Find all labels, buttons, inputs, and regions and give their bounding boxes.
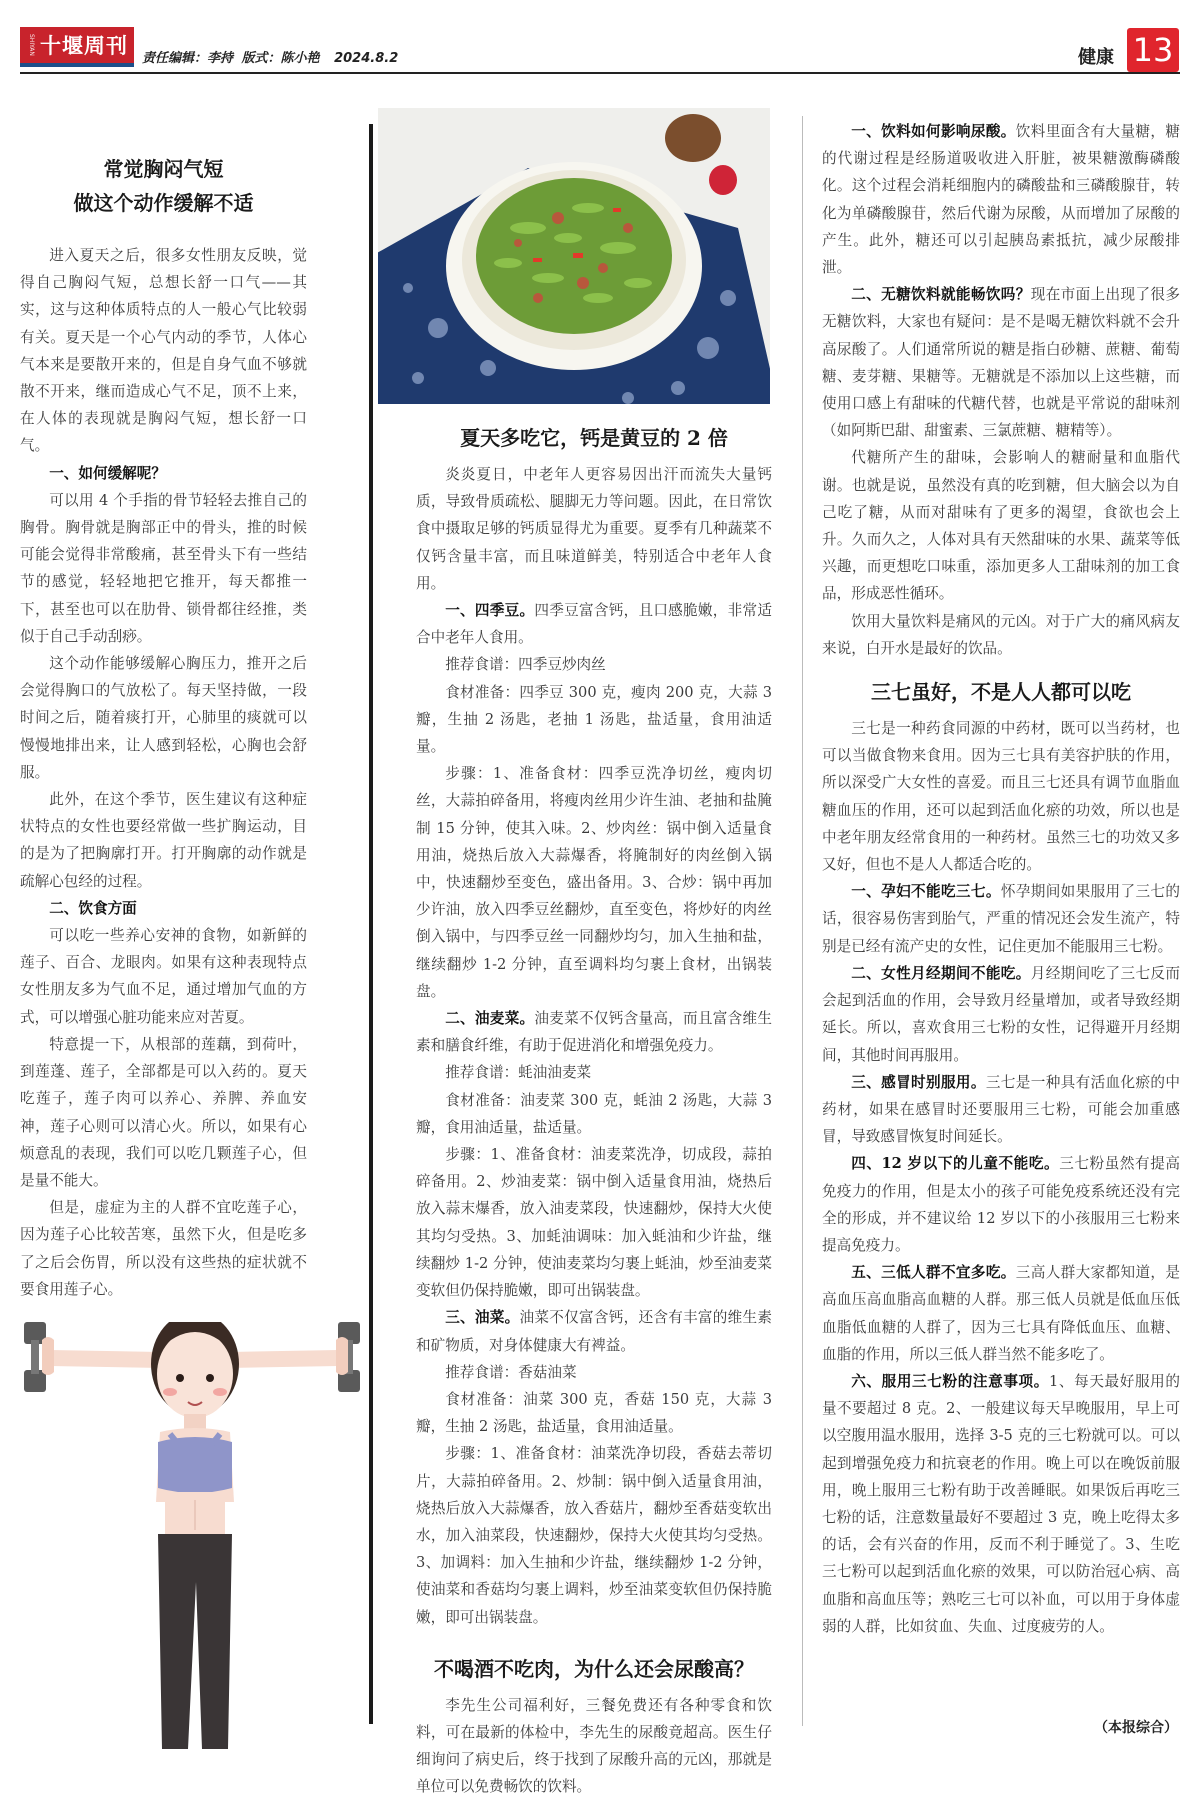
editor-credits <box>142 47 402 66</box>
paragraph: 五、三低人群不宜多吃。三高人群大家都知道，是高血压高血脂高血糖的人群。那三低人员就是低血压低血脂低血糖的人群了，因为三七具有降低血压、血糖、血脂的作用，所以三低人群当然不能多吃了。 <box>822 1264 1180 1363</box>
paragraph: 三、感冒时别服用。三七是一种具有活血化瘀的中药材，如果在感冒时还要服用三七粉，可能会加重感冒，导致感冒恢复时间延长。 <box>822 1073 1180 1146</box>
paragraph: 但是，虚症为主的人群不宜吃莲子心，因为莲子心比较苦寒，虽然下火，但是吃多了之后会伤胃，所以没有这些热的症状就不要食用莲子心。 <box>20 1199 307 1298</box>
steps: 步骤：1、准备食材：四季豆洗净切丝，瘦肉切丝，大蒜拍碎备用，将瘦肉丝用少许生油、老抽和盐腌制 15 分钟，使其入味。2、炒肉丝：锅中倒入适量食用油，烧热后放入大蒜爆香，将腌制好的肉丝倒入锅中，快速翻炒至变色，盛出备用。3、合炒：锅中再加少许油，放入四季豆丝翻炒，直至变色，将炒好的肉丝倒入锅中，与四季豆丝一同翻炒均匀，加入生抽和盐，继续翻炒 1-2 分钟，直至调料均匀裹上食材，出锅装盘。 <box>416 765 772 1000</box>
steps: 步骤：1、准备食材：油麦菜洗净，切成段，蒜拍碎备用。2、炒油麦菜：锅中倒入适量食用油，烧热后放入蒜末爆香，放入油麦菜段，快速翻炒，保持大火使其均匀受热。3、加蚝油调味：加入蚝油和少许盐，继续翻炒 1-2 分钟，使油麦菜均匀裹上蚝油，炒至油麦菜变软但仍保持脆嫩，即可出锅装盘。 <box>416 1146 772 1300</box>
paragraph: 代糖所产生的甜味，会影响人的糖耐量和血脂代谢。也就是说，虽然没有真的吃到糖，但大脑会以为自己吃了糖，从而对甜味有了更多的渴望，食欲也会上升。久而久之，人体对具有天然甜味的水果、蔬菜等低兴趣，而更想吃口味重，添加更多人工甜味剂的加工食品，形成恶性循环。 <box>822 449 1180 603</box>
paragraph: 此外，在这个季节，医生建议有这种症状特点的女性也要经常做一些扩胸运动，目的是为了把胸廓打开。打开胸廓的动作就是疏解心包经的过程。 <box>20 791 307 890</box>
paragraph: 进入夏天之后，很多女性朋友反映，觉得自己胸闷气短，总想长舒一口气——其实，这与这种体质特点的人一般心气比较弱有关。夏天是一个心气内动的季节，人体心气本来是要散开来的，但是自身气血不够就散不开来，继而造成心气不足，顶不上来，在人体的表现就是胸闷气短，想长舒一口气。 <box>20 247 307 455</box>
article-chest-tightness <box>20 108 307 1303</box>
column-divider-thin <box>802 116 803 1726</box>
section-name: 健康 <box>1078 47 1114 68</box>
paragraph: 一、饮料如何影响尿酸。饮料里面含有大量糖，糖的代谢过程是经肠道吸收进入肝脏，被果糖激酶磷酸化。这个过程会消耗细胞内的磷酸盐和三磷酸腺苷，转化为单磷酸腺苷，然后代谢为尿酸，从而增加了尿酸的产生。此外，糖还可以引起胰岛素抵抗，减少尿酸排泄。 <box>822 123 1180 277</box>
column-2 <box>416 108 772 1801</box>
steps: 步骤：1、准备食材：油菜洗净切段，香菇去蒂切片，大蒜拍碎备用。2、炒制：锅中倒入适量食用油，烧热后放入大蒜爆香，放入香菇片，翻炒至香菇变软出水，加入油菜段，快速翻炒，保持大火使其均匀受热。3、加调料：加入生抽和少许盐，继续翻炒 1-2 分钟，使油菜和香菇均匀裹上调料，炒至油菜变软但仍保持脆嫩，即可出锅装盘。 <box>416 1445 772 1626</box>
paragraph: 这个动作能够缓解心胸压力，推开之后会觉得胸口的气放松了。每天坚持做，一段时间之后，随着痰打开，心肺里的痰就可以慢慢地排出来，让人感到轻松，心胸也会舒服。 <box>20 655 307 781</box>
paragraph: 饮用大量饮料是痛风的元凶。对于广大的痛风病友来说，白开水是最好的饮品。 <box>822 612 1180 657</box>
paragraph: 二、女性月经期间不能吃。月经期间吃了三七反而会起到活血的作用，会导致月经量增加，或者导致经期延长。所以，喜欢食用三七粉的女性，记得避开月经期间，其他时间再服用。 <box>822 964 1180 1064</box>
subheading: 二、饮食方面 <box>49 899 137 917</box>
layout-designer: 版式：陈小艳 <box>241 51 320 66</box>
subheading: 一、如何缓解呢？ <box>49 464 166 482</box>
recipe-name: 推荐食谱：蚝油油麦菜 <box>445 1064 592 1082</box>
uric-acid-article-title: 不喝酒不吃肉，为什么还会尿酸高？ <box>434 1656 754 1681</box>
ingredients: 食材准备：油菜 300 克，香菇 150 克，大蒜 3 瓣，生抽 2 汤匙，盐适量，食用油适量。 <box>416 1390 772 1436</box>
ingredients: 食材准备：油麦菜 300 克，蚝油 2 汤匙，大蒜 3 瓣，食用油适量，盐适量。 <box>416 1091 772 1136</box>
paragraph: 可以用 4 个手指的骨节轻轻去推自己的胸骨。胸骨就是胸部正中的骨头，推的时候可能会觉得非常酸痛，甚至骨头下有一些结节的感觉，轻轻地把它推开，每天都推一下，甚至也可以在肋骨、锁骨都往经推，类似于自己手动刮痧。 <box>20 491 307 645</box>
stir-fried-beans-photo <box>378 108 770 404</box>
paragraph: 三七是一种药食同源的中药材，既可以当药材，也可以当做食物来食用。因为三七具有美容护肤的作用，所以深受广大女性的喜爱。而且三七还具有调节血脂血糖血压的作用，还可以起到活血化瘀的功效，所以也是中老年朋友经常食用的一种药材。虽然三七的功效又多又好，但也不是人人都适合吃的。 <box>822 720 1180 874</box>
masthead-title: 十堰周刊 <box>40 34 128 58</box>
paragraph: 特意提一下，从根部的莲藕，到荷叶，到莲蓬、莲子，全部都是可以入药的。夏天吃莲子，莲子肉可以养心、养脾、养血安神，莲子心则可以清心火。所以，如果有心烦意乱的表现，我们可以吃几颗莲子心，但是量不能大。 <box>20 1035 307 1189</box>
title-line-1: 常觉胸闷气短 <box>103 157 224 181</box>
paragraph: 二、油麦菜。油麦菜不仅钙含量高，而且富含维生素和膳食纤维，有助于促进消化和增强免疫力。 <box>416 1010 772 1055</box>
woman-exercise-illustration <box>20 1322 370 1749</box>
sanqi-article-title: 三七虽好，不是人人都可以吃 <box>871 680 1131 705</box>
editor-name: 责任编辑：李持 <box>142 51 234 66</box>
page-number: 13 <box>1127 28 1179 72</box>
issue-date: 2024.8.2 <box>334 51 399 66</box>
paragraph: 六、服用三七粉的注意事项。1、每天最好服用的量不要超过 8 克。2、一般建议每天早晚服用，早上可以空腹用温水服用，选择 3-5 克的三七粉就可以。可以起到增强免疫力和抗衰老的作用。晚上可以在晚饭前服用，晚上服用三七粉有助于改善睡眠。如果饭后再吃三七粉的话，注意数量最好不要超过 3 克，晚上吃得太多的话，会有兴奋的作用，反而不利于睡觉了。3、生吃三七粉可以起到活血化瘀的效果，可以防治冠心病、高血脂和高血压等；熟吃三七可以补血，可以用于身体虚弱的人群，比如贫血、失血、过度疲劳的人。 <box>822 1372 1180 1635</box>
article-title <box>20 152 307 220</box>
source-credit: （本报综合） <box>1094 1720 1178 1736</box>
paragraph: 三、油菜。油菜不仅富含钙，还含有丰富的维生素和矿物质，对身体健康大有裨益。 <box>416 1309 772 1354</box>
recipe-name: 推荐食谱：四季豆炒肉丝 <box>445 656 606 674</box>
header-rule <box>20 72 1180 74</box>
paragraph: 炎炎夏日，中老年人更容易因出汗而流失大量钙质，导致骨质疏松、腿脚无力等问题。因此，在日常饮食中摄取足够的钙质显得尤为重要。夏季有几种蔬菜不仅钙含量丰富，而且味道鲜美，特别适合中老年人食用。 <box>416 466 772 592</box>
ingredients: 食材准备：四季豆 300 克，瘦肉 200 克，大蒜 3 瓣，生抽 2 汤匙，老抽 1 汤匙，盐适量，食用油适量。 <box>416 683 772 756</box>
masthead-logo <box>20 27 134 67</box>
title-line-2: 做这个动作缓解不适 <box>73 191 254 215</box>
paragraph: 可以吃一些养心安神的食物，如新鲜的莲子、百合、龙眼肉。如果有这种表现特点女性朋友多为气血不足，通过增加气血的方式，可以增强心脏功能来应对苦夏。 <box>20 927 307 1026</box>
calcium-article-title: 夏天多吃它，钙是黄豆的 2 倍 <box>460 426 728 450</box>
paragraph: 李先生公司福利好，三餐免费还有各种零食和饮料，可在最新的体检中，李先生的尿酸竟超高。医生仔细询问了病史后，终于找到了尿酸升高的元凶，那就是单位可以免费畅饮的饮料。 <box>416 1696 772 1796</box>
column-3 <box>822 118 1180 1640</box>
paragraph: 一、四季豆。四季豆富含钙，且口感脆嫩，非常适合中老年人食用。 <box>416 602 772 647</box>
recipe-name: 推荐食谱：香菇油菜 <box>445 1363 577 1381</box>
page-header <box>0 0 1200 80</box>
paragraph: 二、无糖饮料就能畅饮吗？现在市面上出现了很多无糖饮料，大家也有疑问：是不是喝无糖饮料就不会升高尿酸了。人们通常所说的糖是指白砂糖、蔗糖、葡萄糖、麦芽糖、果糖等。无糖就是不添加以上这些糖，而使用口感上有甜味的代糖代替，也就是平常说的甜味剂（如阿斯巴甜、甜蜜素、三氯蔗糖、糖精等）。 <box>822 286 1180 440</box>
masthead-small-text: SHIYAN <box>28 34 35 56</box>
paragraph: 四、12 岁以下的儿童不能吃。三七粉虽然有提高免疫力的作用，但是太小的孩子可能免疫系统还没有完全的形成，并不建议给 12 岁以下的小孩服用三七粉来提高免疫力。 <box>822 1155 1180 1254</box>
paragraph: 一、孕妇不能吃三七。怀孕期间如果服用了三七的话，很容易伤害到胎气，严重的情况还会发生流产，特别是已经有流产史的女性，记住更加不能服用三七粉。 <box>822 883 1180 955</box>
